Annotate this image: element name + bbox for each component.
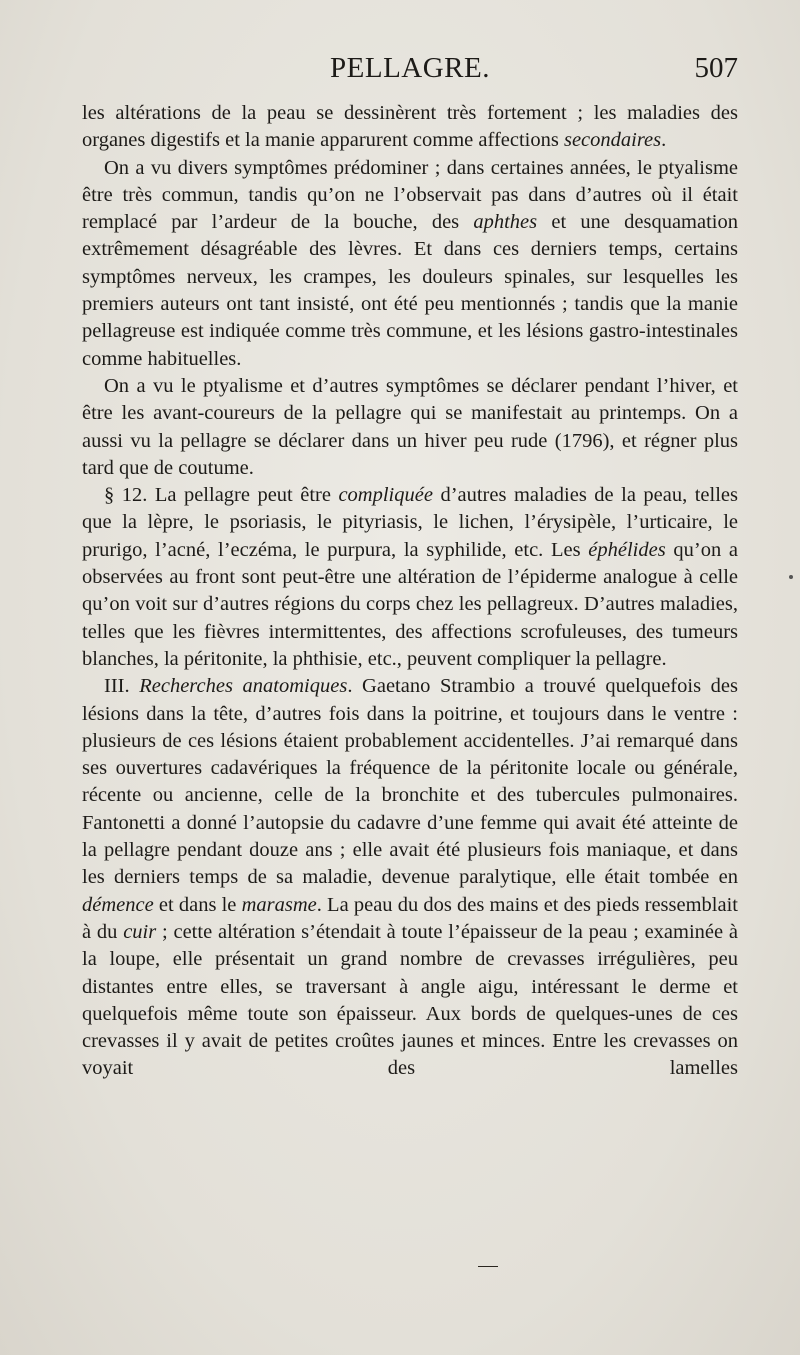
paragraph	[82, 100, 738, 155]
running-title: PELLAGRE.	[330, 52, 490, 84]
text-run: d’autres maladies de la peau, telles que la lèpre, le psoriasis, le pityriasis, le lichen, l’érysipèle, l’urticaire, le prurigo, l’acné, l’eczéma, le purpura, la syphilide, etc. Les	[82, 484, 738, 561]
italic-text: Recherches anatomiques	[139, 675, 348, 698]
text-run: ; cette altération s’étendait à toute l’épaisseur de la peau ; examinée à la loupe, elle présentait un grand nombre de crevasses irrégulières, peu distantes entre elles, se traversant à angle aigu, intéressant le derme et quelquefois même toute son épaisseur. Aux bords de quelques-unes de ces crevasses il y avait de petites croûtes jaunes et minces. Entre les crevasses on voyait des lamelles	[82, 920, 738, 1080]
text-run: . Gaetano Strambio a trouvé quelquefois des lésions dans la tête, d’autres fois dans la poitrine, et toujours dans le ventre : plusieurs de ces lésions étaient probablement accidentelles. J’ai remarqué dans ses ouvertures cadavériques la fréquence de la péritonite locale ou générale, récente ou ancienne, celle de la bronchite et des tubercules pulmonaires. Fantonetti a donné l’autopsie du cadavre d’une femme qui avait été atteinte de la pellagre pendant douze ans ; elle avait été plusieurs fois maniaque, et dans les derniers temps de sa maladie, devenue paralytique, elle était tombée en	[82, 675, 738, 889]
italic-text: démence	[82, 893, 154, 916]
body-text	[82, 100, 738, 1083]
text-run: qu’on a observées au front sont peut-être une altération de l’épiderme analogue à celle qu’on voit sur d’autres régions du corps chez les pellagreux. D’autres maladies, telles que les fièvres intermittentes, des affections scrofuleuses, des tumeurs blanches, la péritonite, la phthisie, etc., peuvent compliquer la pellagre.	[82, 538, 738, 670]
text-run: On a vu le ptyalisme et d’autres symptômes se déclarer pendant l’hiver, et être les avant-coureurs de la pellagre qui se manifestait au printemps. On a aussi vu la pellagre se déclarer dans un hiver peu rude (1796), et régner plus tard que de coutume.	[82, 374, 738, 479]
paragraph	[82, 155, 738, 373]
italic-text: cuir	[123, 920, 157, 943]
text-run: . La peau du dos des mains et des pieds ressemblait à du	[82, 893, 738, 943]
text-run: § 12. La pellagre peut être	[104, 484, 339, 507]
ink-speck	[789, 575, 793, 579]
bottom-dash	[478, 1266, 498, 1267]
text-run: les altérations de la peau se dessinèrent très fortement ; les maladies des organes digestifs et la manie apparurent comme affections	[82, 102, 738, 152]
text-run: et dans le	[153, 893, 242, 916]
text-run: On a vu divers symptômes prédominer ; dans certaines années, le ptyalisme être très commun, tandis qu’on ne l’observait pas dans d’autres où il était remplacé par l’ardeur de la bouche, des	[82, 156, 738, 234]
italic-text: secondaires	[563, 129, 662, 152]
text-run: .	[661, 129, 667, 152]
italic-text: marasme	[241, 893, 317, 916]
italic-text: compliquée	[338, 484, 433, 507]
page-header	[82, 52, 738, 86]
italic-text: éphélides	[588, 538, 666, 561]
text-run: III.	[104, 675, 140, 698]
text-run: et une desquamation extrêmement désagréable des lèvres. Et dans ces derniers temps, certains symptômes nerveux, les crampes, les douleurs spinales, sur lesquelles les premiers auteurs ont tant insisté, ont été peu mentionnés ; tandis que la manie pellagreuse est indiquée comme très commune, et les lésions gastro-intestinales comme habituelles.	[82, 211, 738, 370]
paragraph	[82, 482, 738, 673]
paragraph	[82, 673, 738, 1082]
italic-text: aphthes	[473, 211, 538, 234]
paragraph	[82, 373, 738, 482]
page-number: 507	[694, 52, 738, 84]
